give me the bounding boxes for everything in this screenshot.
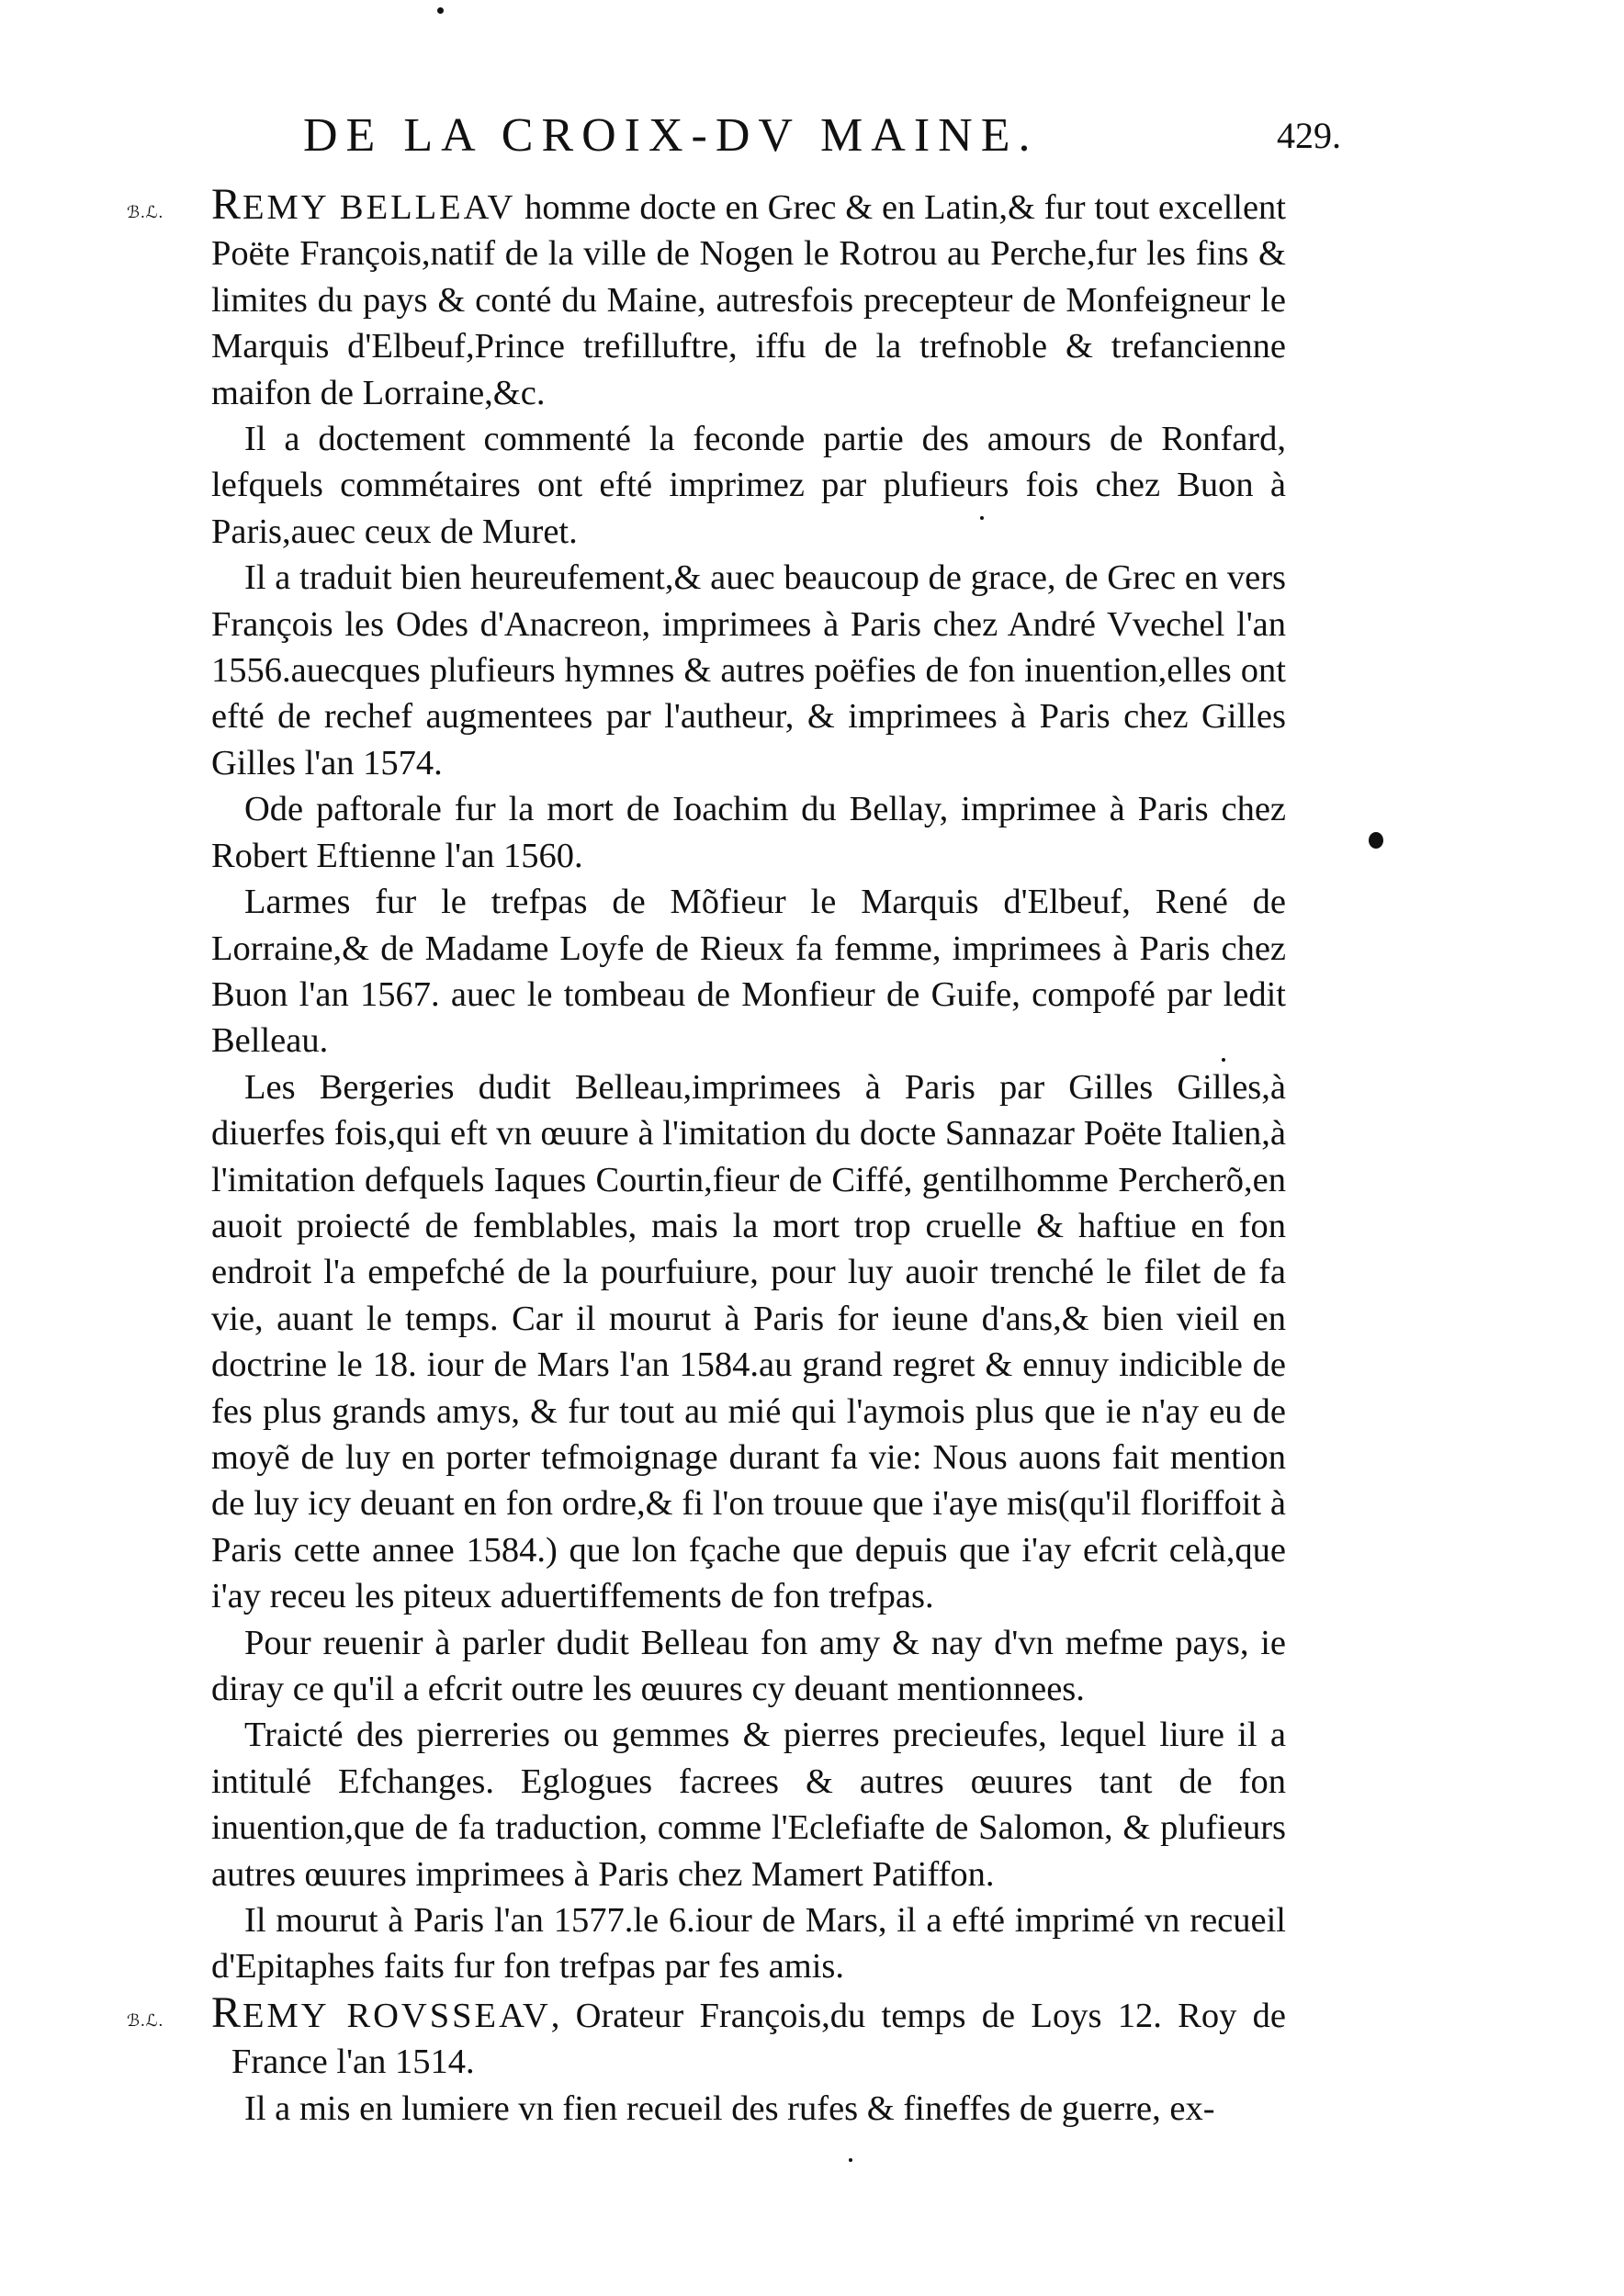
ink-speck: [849, 2158, 852, 2162]
page-number: 429.: [1277, 115, 1341, 156]
running-title: DE LA CROIX-DV MAINE.: [303, 109, 1039, 162]
paragraph: Il a doctement commenté la feconde partie des amours de Ronfard, lefquels commétaires ont efté imprimez par plufieurs fois chez Buon à Paris,auec ceux de Muret.: [211, 420, 1286, 551]
ink-speck: [1222, 1058, 1225, 1062]
ink-speck: [437, 7, 444, 14]
marginal-note: ℬ.ℒ.: [127, 203, 164, 221]
paragraph: Les Bergeries dudit Belleau,imprimees à Paris par Gilles Gilles,à diuerfes fois,qui eft vn œuure à l'imitation du docte Sannazar Poëte Italien,à l'imitation defquels Iaques Courtin,fieur de Ciffé, gentilhomme Percherõ,en auoit proiecté de femblables, mais la mort trop cruelle & haftiue en fon endroit l'a empefché de la pourfuiure, pour luy auoir trenché le filet de fa vie, auant le temps. Car il mourut à Paris for ieune d'ans,& bien vieil en doctrine le 18. iour de Mars l'an 1584.au grand regret & ennuy indicible de fes plus grands amys, & fur tout au mié qui l'aymois plus que ie n'ay eu de moyẽ de luy en porter tefmoignage durant fa vie: Nous auons fait mention de luy icy deuant en fon ordre,& fi l'on trouue que i'aye mis(qu'il floriffoit à Paris cette annee 1584.) que lon fçache que depuis que i'ay efcrit celà,que i'ay receu les piteux aduertiffements de fon trefpas.: [211, 1067, 1286, 1616]
entry-heading-paragraph: REMY BELLEAV homme docte en Grec & en Latin,& fur tout excellent Poëte François,natif de la ville de Nogen le Rotrou au Perche,fur les fins & limites du pays & conté du Maine, autresfois precepteur de Monfeigneur le Marquis d'Elbeuf,Prince trefilluftre, iffu de la trefnoble & trefancienne maifon de Lorraine,&c.: [211, 180, 1286, 412]
paragraph: Il a traduit bien heureufement,& auec beaucoup de grace, de Grec en vers François les Odes d'Anacreon, imprimees à Paris chez André Vvechel l'an 1556.auecques plufieurs hymnes & autres poëfies de fon inuention,elles ont efté de rechef augmentees par l'autheur, & imprimees à Paris chez Gilles Gilles l'an 1574.: [211, 558, 1286, 782]
marginal-note: ℬ.ℒ.: [127, 2010, 164, 2030]
entry-name: REMY ROVSSEAV: [211, 1987, 551, 2037]
ink-speck: [980, 516, 984, 520]
page-header: [303, 108, 1341, 173]
paragraph: Pour reuenir à parler dudit Belleau fon amy & nay d'vn mefme pays, ie diray ce qu'il a efcrit outre les œuures cy deuant mentionnees.: [211, 1623, 1286, 1708]
paragraph: Traicté des pierreries ou gemmes & pierres precieufes, lequel liure il a intitulé Efchanges. Eglogues facrees & autres œuures tant de fon inuention,que de fa traduction, comme l'Eclefiafte de Salomon, & plufieurs autres œuures imprimees à Paris chez Mamert Patiffon.: [211, 1716, 1286, 1894]
ink-speck: [1369, 832, 1383, 849]
entry-remy-rousseau: [127, 1987, 1286, 2132]
entry-heading-paragraph: REMY ROVSSEAV, Orateur François,du temps de Loys 12. Roy de France l'an 1514.: [211, 1987, 1286, 2082]
paragraph: Il mourut à Paris l'an 1577.le 6.iour de Mars, il a efté imprimé vn recueil d'Epitaphes faits fur fon trefpas par fes amis.: [211, 1901, 1286, 1986]
paragraph: Larmes fur le trefpas de Mõfieur le Marquis d'Elbeuf, René de Lorraine,& de Madame Loyfe de Rieux fa femme, imprimees à Paris chez Buon l'an 1567. auec le tombeau de Monfieur de Guife, compofé par ledit Belleau.: [211, 883, 1286, 1061]
paragraph: Il a mis en lumiere vn fien recueil des rufes & fineffes de guerre, ex-: [244, 2088, 1215, 2128]
entry-name: REMY BELLEAV: [211, 180, 516, 229]
body-text: [127, 180, 1286, 2132]
entry-remy-belleau: [127, 180, 1286, 1990]
paragraph: Ode paftorale fur la mort de Ioachim du Bellay, imprimee à Paris chez Robert Eftienne l'an 1560.: [211, 790, 1286, 875]
